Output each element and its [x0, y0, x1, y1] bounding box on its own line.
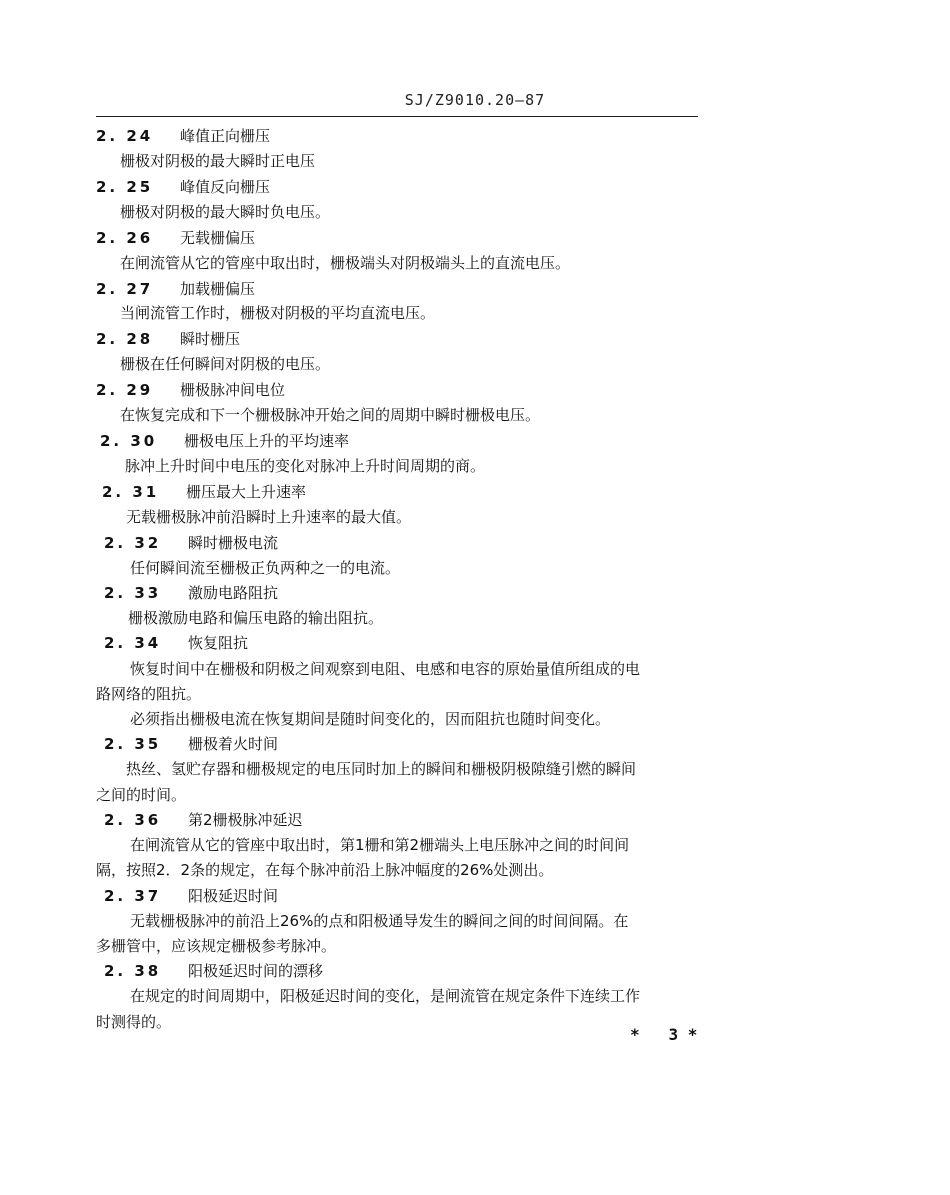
entry-2-34-note: 必须指出栅极电流在恢复期间是随时间变化的，因而阻抗也随时间变化。 [130, 710, 611, 728]
clause-number: 2. 33 [104, 584, 162, 602]
clause-number: 2. 38 [104, 962, 162, 980]
term-name: 栅极电压上升的平均速率 [184, 432, 350, 450]
term-name: 激励电路阻抗 [188, 584, 279, 602]
term-name: 栅极着火时间 [188, 735, 279, 753]
entry-2-34-definition-line-2: 路网络的阻抗。 [96, 685, 202, 703]
term-name: 峰值正向栅压 [180, 127, 271, 145]
clause-number: 2. 30 [100, 432, 158, 450]
clause-number: 2. 29 [96, 381, 154, 399]
entry-2-29-definition: 在恢复完成和下一个栅极脉冲开始之间的周期中瞬时栅极电压。 [120, 406, 541, 424]
entry-2-28-definition: 栅极在任何瞬间对阴极的电压。 [120, 355, 331, 373]
entry-2-37-definition-line-1: 无载栅极脉冲的前沿上26%的点和阳极通导发生的瞬间之间的时间间隔。在 [130, 912, 629, 930]
entry-2-33-title [104, 583, 278, 603]
entry-2-31-definition: 无载栅极脉冲前沿瞬时上升速率的最大值。 [126, 508, 412, 526]
clause-number: 2. 26 [96, 229, 154, 247]
term-name: 阳极延迟时间 [188, 887, 279, 905]
entry-2-38-title [104, 961, 323, 981]
entry-2-33-definition: 栅极激励电路和偏压电路的输出阻抗。 [128, 609, 384, 627]
term-name: 加载栅偏压 [180, 280, 256, 298]
entry-2-38-definition-line-1: 在规定的时间周期中，阳极延迟时间的变化，是闸流管在规定条件下连续工作 [130, 987, 641, 1005]
document-header: SJ/Z9010.20—87 [404, 91, 546, 109]
term-name: 峰值反向栅压 [180, 178, 271, 196]
clause-number: 2. 24 [96, 127, 154, 145]
entry-2-24-title [96, 126, 270, 146]
clause-number: 2. 37 [104, 887, 162, 905]
entry-2-36-definition-line-1: 在闸流管从它的管座中取出时，第1栅和第2栅端头上电压脉冲之间的时间间 [130, 836, 630, 854]
entry-2-30-title [100, 431, 349, 451]
entry-2-36-definition-line-2: 隔，按照2．2条的规定，在每个脉冲前沿上脉冲幅度的26%处测出。 [96, 861, 554, 879]
entry-2-32-definition: 任何瞬间流至栅极正负两种之一的电流。 [130, 559, 401, 577]
term-name: 第2栅极脉冲延迟 [188, 811, 303, 829]
entry-2-27-title [96, 279, 255, 299]
term-name: 恢复阻抗 [188, 634, 249, 652]
entry-2-29-title [96, 380, 285, 400]
term-name: 栅压最大上升速率 [186, 483, 307, 501]
clause-number: 2. 31 [102, 483, 160, 501]
entry-2-31-title [102, 482, 306, 502]
clause-number: 2. 28 [96, 330, 154, 348]
entry-2-37-definition-line-2: 多栅管中，应该规定栅极参考脉冲。 [96, 937, 337, 955]
clause-number: 2. 35 [104, 735, 162, 753]
entry-2-25-definition: 栅极对阴极的最大瞬时负电压。 [120, 203, 331, 221]
entry-2-26-definition: 在闸流管从它的管座中取出时，栅极端头对阴极端头上的直流电压。 [120, 254, 571, 272]
entry-2-32-title [104, 533, 278, 553]
entry-2-27-definition: 当闸流管工作时，栅极对阴极的平均直流电压。 [120, 304, 436, 322]
term-name: 阳极延迟时间的漂移 [188, 962, 324, 980]
entry-2-28-title [96, 329, 240, 349]
header-rule [96, 116, 698, 117]
entry-2-37-title [104, 886, 278, 906]
term-name: 瞬时栅压 [180, 330, 241, 348]
entry-2-36-title [104, 810, 303, 830]
entry-2-30-definition: 脉冲上升时间中电压的变化对脉冲上升时间周期的商。 [125, 457, 486, 475]
clause-number: 2. 32 [104, 534, 162, 552]
clause-number: 2. 27 [96, 280, 154, 298]
clause-number: 2. 36 [104, 811, 162, 829]
clause-number: 2. 25 [96, 178, 154, 196]
term-name: 瞬时栅极电流 [188, 534, 279, 552]
clause-number: 2. 34 [104, 634, 162, 652]
entry-2-35-definition-line-2: 之间的时间。 [96, 786, 187, 804]
entry-2-38-definition-line-2: 时测得的。 [96, 1013, 172, 1031]
entry-2-34-title [104, 633, 248, 653]
page-number: * 3 * [630, 1025, 698, 1044]
entry-2-35-title [104, 734, 278, 754]
term-name: 栅极脉冲间电位 [180, 381, 286, 399]
entry-2-35-definition-line-1: 热丝、氢贮存器和栅极规定的电压同时加上的瞬间和栅极阴极隙缝引燃的瞬间 [126, 760, 637, 778]
entry-2-24-definition: 栅极对阴极的最大瞬时正电压 [120, 152, 316, 170]
entry-2-34-definition-line-1: 恢复时间中在栅极和阴极之间观察到电阻、电感和电容的原始量值所组成的电 [130, 660, 641, 678]
entry-2-25-title [96, 177, 270, 197]
term-name: 无载栅偏压 [180, 229, 256, 247]
entry-2-26-title [96, 228, 255, 248]
